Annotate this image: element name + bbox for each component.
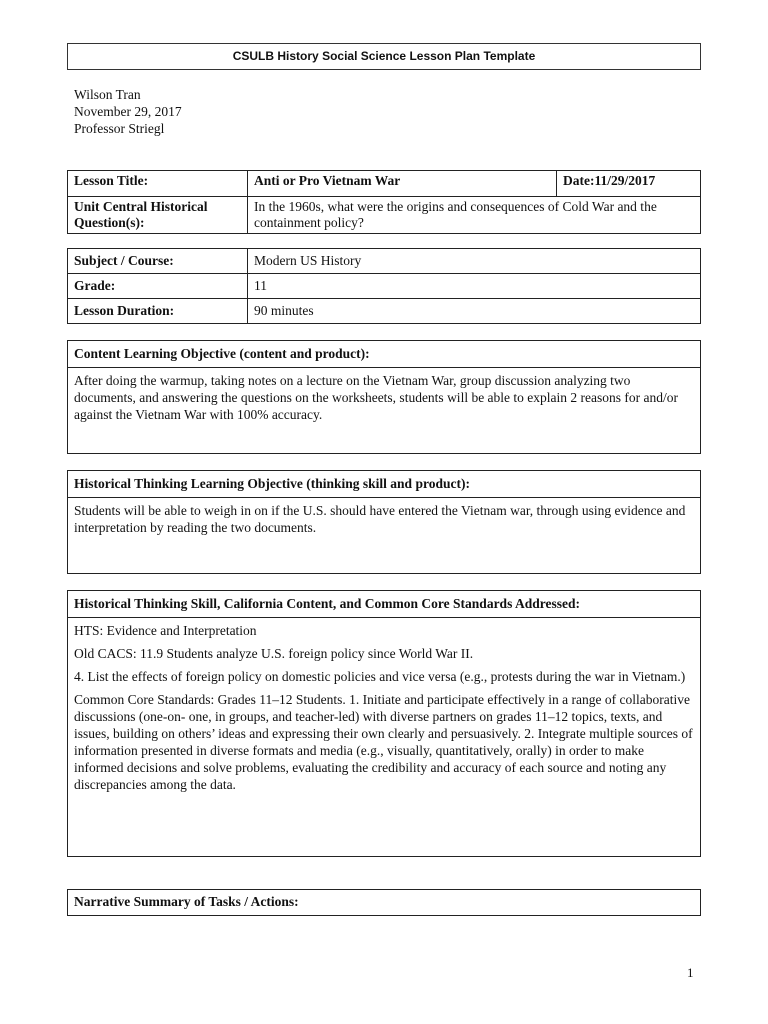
narrative-heading: Narrative Summary of Tasks / Actions: <box>74 894 299 909</box>
standards-list <box>68 618 700 803</box>
lesson-title-value: Anti or Pro Vietnam War <box>248 171 557 197</box>
standards-section <box>67 590 701 857</box>
page-number: 1 <box>687 965 694 980</box>
document-title: CSULB History Social Science Lesson Plan Template <box>67 43 701 70</box>
thinking-objective-heading: Historical Thinking Learning Objective (thinking skill and product): <box>68 471 700 498</box>
thinking-objective-text: Students will be able to weigh in on if the U.S. should have entered the Vietnam war, through using evidence and interpretation by reading the two documents. <box>74 503 686 535</box>
professor-name: Professor Striegl <box>74 121 165 136</box>
content-objective-text: After doing the warmup, taking notes on a lecture on the Vietnam War, group discussion analyzing two documents, and answering the questions on the worksheets, students will be able to explain 2 reasons for and/or against the Vietnam War with 100% accuracy. <box>74 373 678 422</box>
narrative-section <box>67 889 701 916</box>
lesson-date: Date:11/29/2017 <box>557 171 701 197</box>
author-name: Wilson Tran <box>74 87 141 102</box>
author-date: November 29, 2017 <box>74 104 182 119</box>
content-objective-section <box>67 340 701 454</box>
subject-label: Subject / Course: <box>68 249 248 274</box>
grade-value: 11 <box>248 274 701 299</box>
question-label: Unit Central Historical Question(s): <box>68 197 248 234</box>
standard-item: 4. List the effects of foreign policy on domestic policies and vice versa (e.g., protests during the war in Vietnam.) <box>74 669 686 684</box>
author-block <box>74 86 182 137</box>
standard-item: HTS: Evidence and Interpretation <box>74 623 257 638</box>
subject-value: Modern US History <box>248 249 701 274</box>
lesson-title-label: Lesson Title: <box>68 171 248 197</box>
standards-heading: Historical Thinking Skill, California Content, and Common Core Standards Addressed: <box>68 591 700 618</box>
grade-label: Grade: <box>68 274 248 299</box>
standard-item: Common Core Standards: Grades 11–12 Students. 1. Initiate and participate effectively in a range of collaborative discussions (one-on- one, in groups, and teacher-led) with diverse partners on grades 11–12 topics, texts, and issues, building on others’ ideas and expressing their own clearly and persuasively. 2. Integrate multiple sources of information presented in diverse formats and media (e.g., visually, quantitatively, orally) in order to make informed decisions and solve problems, evaluating the credibility and accuracy of each source and noting any discrepancies among the data. <box>74 692 693 792</box>
lesson-info-table <box>67 170 701 234</box>
question-value: In the 1960s, what were the origins and consequences of Cold War and the containment policy? <box>248 197 701 234</box>
duration-label: Lesson Duration: <box>68 299 248 324</box>
duration-value: 90 minutes <box>248 299 701 324</box>
standard-item: Old CACS: 11.9 Students analyze U.S. foreign policy since World War II. <box>74 646 474 661</box>
thinking-objective-section <box>67 470 701 574</box>
course-info-table <box>67 248 701 324</box>
content-objective-heading: Content Learning Objective (content and product): <box>68 341 700 368</box>
